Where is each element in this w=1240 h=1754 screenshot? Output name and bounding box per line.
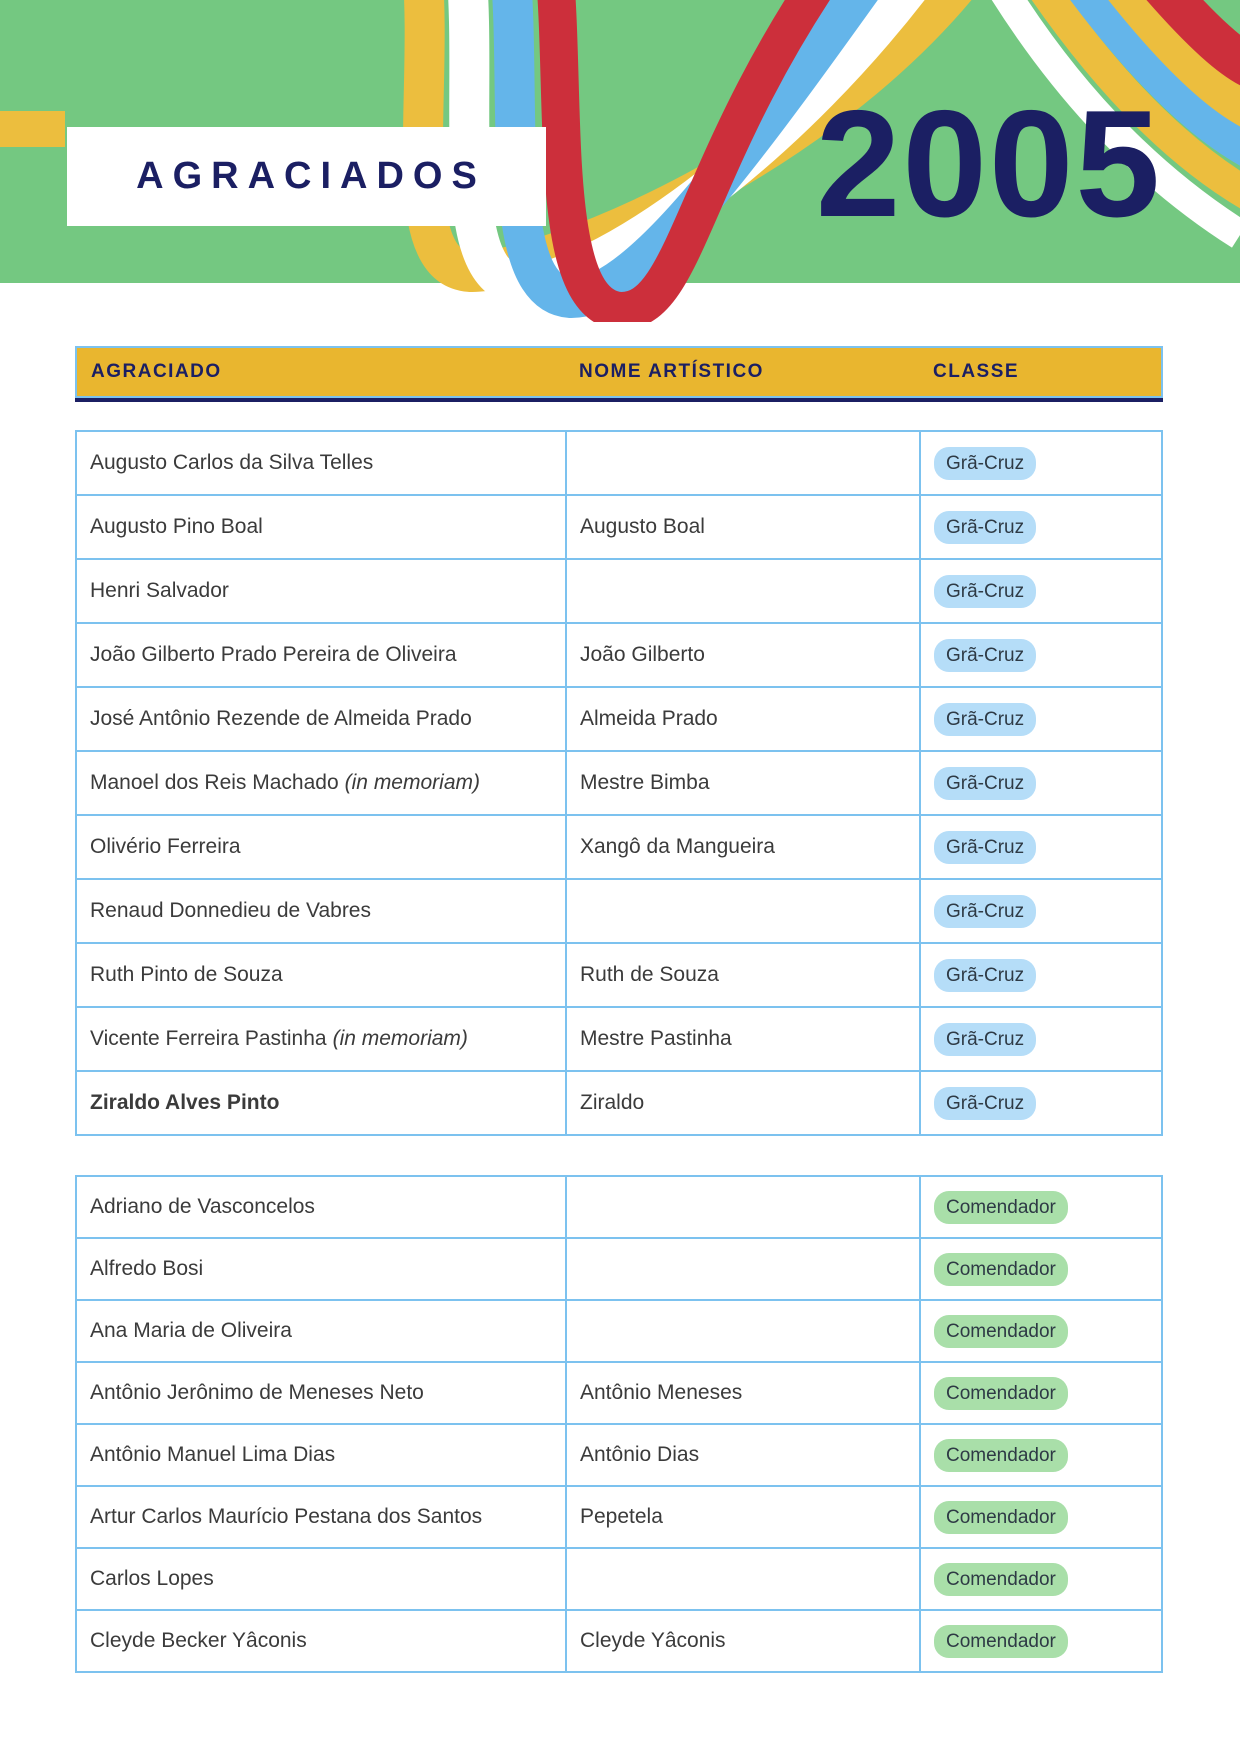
- class-badge: Grã-Cruz: [934, 511, 1036, 544]
- artistic-name-cell: [565, 560, 919, 622]
- class-badge: Grã-Cruz: [934, 703, 1036, 736]
- artistic-name-cell: Cleyde Yâconis: [565, 1611, 919, 1671]
- class-badge: Comendador: [934, 1253, 1068, 1286]
- table-row: [77, 558, 1161, 622]
- class-cell: [919, 1611, 1161, 1671]
- table-header-row: [75, 346, 1163, 398]
- in-memoriam-note: (in memoriam): [344, 771, 480, 794]
- class-badge: Grã-Cruz: [934, 831, 1036, 864]
- table-row: [77, 1006, 1161, 1070]
- class-cell: [919, 560, 1161, 622]
- table-comendador: [75, 1175, 1163, 1673]
- class-cell: [919, 752, 1161, 814]
- column-header-classe: CLASSE: [933, 361, 1020, 382]
- honoree-name-cell: Cleyde Becker Yâconis: [90, 1629, 307, 1652]
- class-badge: Comendador: [934, 1377, 1068, 1410]
- class-cell: [919, 688, 1161, 750]
- honoree-name-cell: Antônio Jerônimo de Meneses Neto: [90, 1381, 424, 1404]
- honoree-name-cell: Artur Carlos Maurício Pestana dos Santos: [90, 1505, 483, 1528]
- class-badge: Grã-Cruz: [934, 639, 1036, 672]
- class-cell: [919, 1549, 1161, 1609]
- table-gra-cruz: [75, 430, 1163, 1136]
- honoree-name-cell: Ana Maria de Oliveira: [90, 1319, 292, 1342]
- table-row: [77, 1485, 1161, 1547]
- honoree-name-cell: Renaud Donnedieu de Vabres: [90, 899, 371, 922]
- honoree-name-cell: Alfredo Bosi: [90, 1257, 204, 1280]
- class-cell: [919, 1008, 1161, 1070]
- class-badge: Grã-Cruz: [934, 959, 1036, 992]
- column-header-agraciado: AGRACIADO: [91, 361, 222, 382]
- class-cell: [919, 1239, 1161, 1299]
- artistic-name-cell: [565, 1549, 919, 1609]
- table-row: [77, 622, 1161, 686]
- class-badge: Grã-Cruz: [934, 767, 1036, 800]
- class-badge: Grã-Cruz: [934, 575, 1036, 608]
- artistic-name-cell: [565, 880, 919, 942]
- class-cell: [919, 1072, 1161, 1134]
- honoree-name-cell: Adriano de Vasconcelos: [90, 1195, 315, 1218]
- honoree-name-cell: Ruth Pinto de Souza: [90, 963, 283, 986]
- honoree-name-cell: José Antônio Rezende de Almeida Prado: [90, 707, 472, 730]
- table-row: [77, 1070, 1161, 1134]
- table-row: [77, 1547, 1161, 1609]
- artistic-name-cell: Xangô da Mangueira: [565, 816, 919, 878]
- class-cell: [919, 432, 1161, 494]
- class-cell: [919, 624, 1161, 686]
- table-header-bar: [75, 346, 1163, 402]
- table-row: [77, 1609, 1161, 1671]
- artistic-name-cell: Mestre Pastinha: [565, 1008, 919, 1070]
- table-row: [77, 1423, 1161, 1485]
- class-badge: Comendador: [934, 1501, 1068, 1534]
- class-badge: Comendador: [934, 1625, 1068, 1658]
- table-row: [77, 750, 1161, 814]
- artistic-name-cell: Mestre Bimba: [565, 752, 919, 814]
- class-badge: Comendador: [934, 1191, 1068, 1224]
- table-row: [77, 686, 1161, 750]
- class-badge: Comendador: [934, 1439, 1068, 1472]
- table-row: [77, 814, 1161, 878]
- artistic-name-cell: Augusto Boal: [565, 496, 919, 558]
- table-row: [77, 494, 1161, 558]
- column-header-nome-artistico: NOME ARTÍSTICO: [579, 361, 764, 382]
- title-box: [67, 127, 546, 226]
- class-cell: [919, 496, 1161, 558]
- honoree-name-cell: Henri Salvador: [90, 579, 229, 602]
- class-cell: [919, 880, 1161, 942]
- honoree-name-cell: Antônio Manuel Lima Dias: [90, 1443, 336, 1466]
- table-row: [77, 1361, 1161, 1423]
- artistic-name-cell: João Gilberto: [565, 624, 919, 686]
- artistic-name-cell: Pepetela: [565, 1487, 919, 1547]
- class-badge: Comendador: [934, 1315, 1068, 1348]
- table-area: [75, 346, 1163, 1673]
- artistic-name-cell: Antônio Dias: [565, 1425, 919, 1485]
- table-row: [77, 1237, 1161, 1299]
- artistic-name-cell: Almeida Prado: [565, 688, 919, 750]
- artistic-name-cell: [565, 432, 919, 494]
- class-cell: [919, 1425, 1161, 1485]
- class-cell: [919, 1487, 1161, 1547]
- class-cell: [919, 944, 1161, 1006]
- class-badge: Grã-Cruz: [934, 447, 1036, 480]
- honoree-name-cell: Augusto Pino Boal: [90, 515, 263, 538]
- table-row: [77, 878, 1161, 942]
- yellow-tab-decoration: [0, 111, 65, 147]
- honoree-name-cell: Carlos Lopes: [90, 1567, 214, 1590]
- honoree-name-cell: João Gilberto Prado Pereira de Oliveira: [90, 643, 457, 666]
- table-row: [77, 1177, 1161, 1237]
- class-badge: Grã-Cruz: [934, 1023, 1036, 1056]
- class-badge: Grã-Cruz: [934, 1087, 1036, 1120]
- class-cell: [919, 1177, 1161, 1237]
- class-cell: [919, 1301, 1161, 1361]
- header-banner: [0, 0, 1240, 322]
- class-cell: [919, 1363, 1161, 1423]
- honoree-name-cell: Manoel dos Reis Machado (in memoriam): [90, 771, 480, 794]
- honoree-name-cell: Ziraldo Alves Pinto: [90, 1091, 280, 1114]
- honoree-name-cell: Olivério Ferreira: [90, 835, 241, 858]
- honoree-name-cell: Vicente Ferreira Pastinha (in memoriam): [90, 1027, 468, 1050]
- artistic-name-cell: [565, 1177, 919, 1237]
- class-badge: Comendador: [934, 1563, 1068, 1596]
- in-memoriam-note: (in memoriam): [332, 1027, 468, 1050]
- table-row: [77, 942, 1161, 1006]
- year-label: 2005: [815, 79, 1162, 249]
- honoree-name-cell: Augusto Carlos da Silva Telles: [90, 451, 374, 474]
- table-row: [77, 1299, 1161, 1361]
- artistic-name-cell: Antônio Meneses: [565, 1363, 919, 1423]
- artistic-name-cell: Ziraldo: [565, 1072, 919, 1134]
- class-cell: [919, 816, 1161, 878]
- artistic-name-cell: [565, 1301, 919, 1361]
- class-badge: Grã-Cruz: [934, 895, 1036, 928]
- artistic-name-cell: [565, 1239, 919, 1299]
- artistic-name-cell: Ruth de Souza: [565, 944, 919, 1006]
- table-row: [77, 432, 1161, 494]
- page-title: AGRACIADOS: [136, 155, 486, 197]
